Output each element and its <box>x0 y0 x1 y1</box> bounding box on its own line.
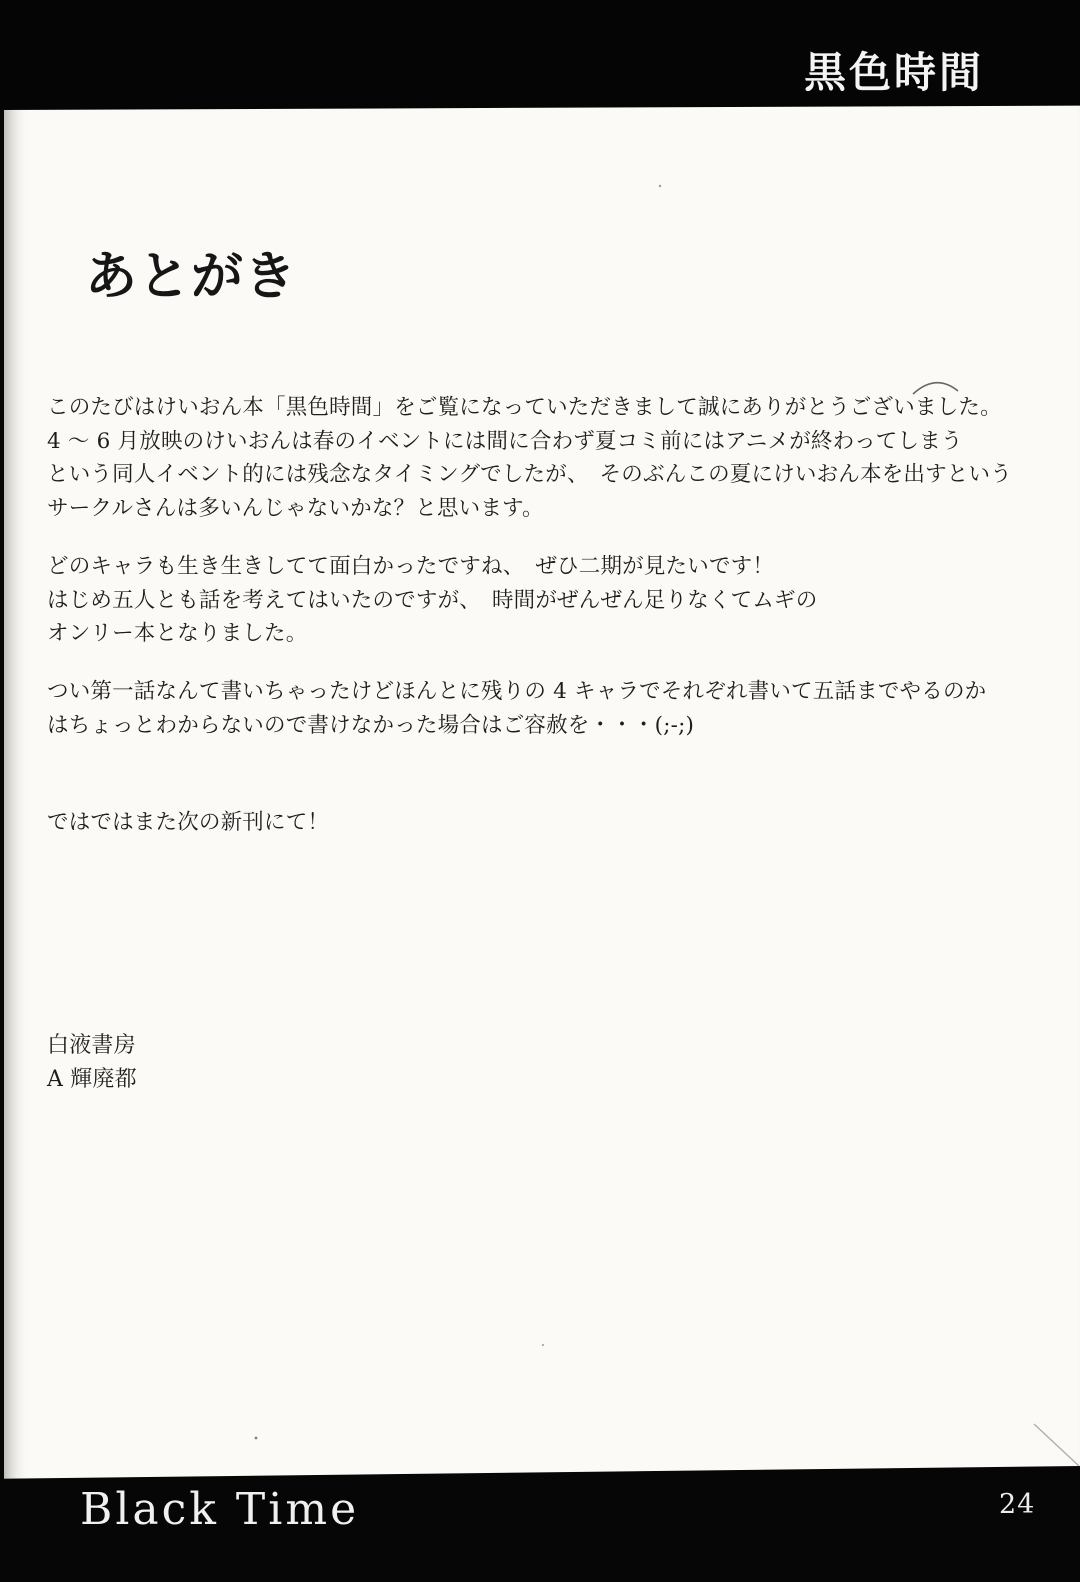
book-title-header: 黒色時間 <box>803 48 984 97</box>
paragraph-1-line-2: 4 ～ 6 月放映のけいおんは春のイベントには間に合わず夏コミ前にはアニメが終わってしまう <box>47 428 963 454</box>
paragraph-2-line-3: オンリー本となりました。 <box>47 621 308 647</box>
paragraph-2-line-2: はじめ五人とも話を考えてはいたのですが、 時間がぜんぜん足りなくてムギの <box>47 587 818 613</box>
paragraph-3-line-1: つい第一話なんて書いちゃったけどほんとに残りの 4 キャラでそれぞれ書いて五話までやるのか <box>47 679 987 704</box>
page-number: 24 <box>999 1489 1036 1520</box>
paragraph-1-line-3: という同人イベント的には残念なタイミングでしたが、 そのぶんこの夏にけいおん本を出すという <box>47 462 1012 488</box>
paragraph-3 <box>47 675 1040 742</box>
footer-series-title: Black Time <box>80 1484 360 1535</box>
paragraph-2-line-1: どのキャラも生き生きしてて面白かったですね、 ぜひ二期が見たいです！ <box>47 554 775 579</box>
credits-block <box>47 1029 1040 1097</box>
closing-line: ではではまた次の新刊にて！ <box>47 810 330 835</box>
paragraph-1-line-1: このたびはけいおん本「黒色時間」をご覧になっていただきまして誠にありがとうございました。 <box>47 395 1002 420</box>
paragraph-3-line-2: はちょっとわからないので書けなかった場合はご容赦を・・・(;-;) <box>47 712 695 738</box>
credit-circle-name: 白液書房 <box>47 1033 136 1058</box>
paragraph-1 <box>47 391 1040 525</box>
afterword-heading: あとがき <box>85 246 298 307</box>
paragraph-2 <box>47 550 1040 651</box>
credit-author-name: A 輝廃都 <box>47 1067 137 1092</box>
paragraph-1-line-4: サークルさんは多いんじゃないかな？と思います。 <box>47 495 544 521</box>
